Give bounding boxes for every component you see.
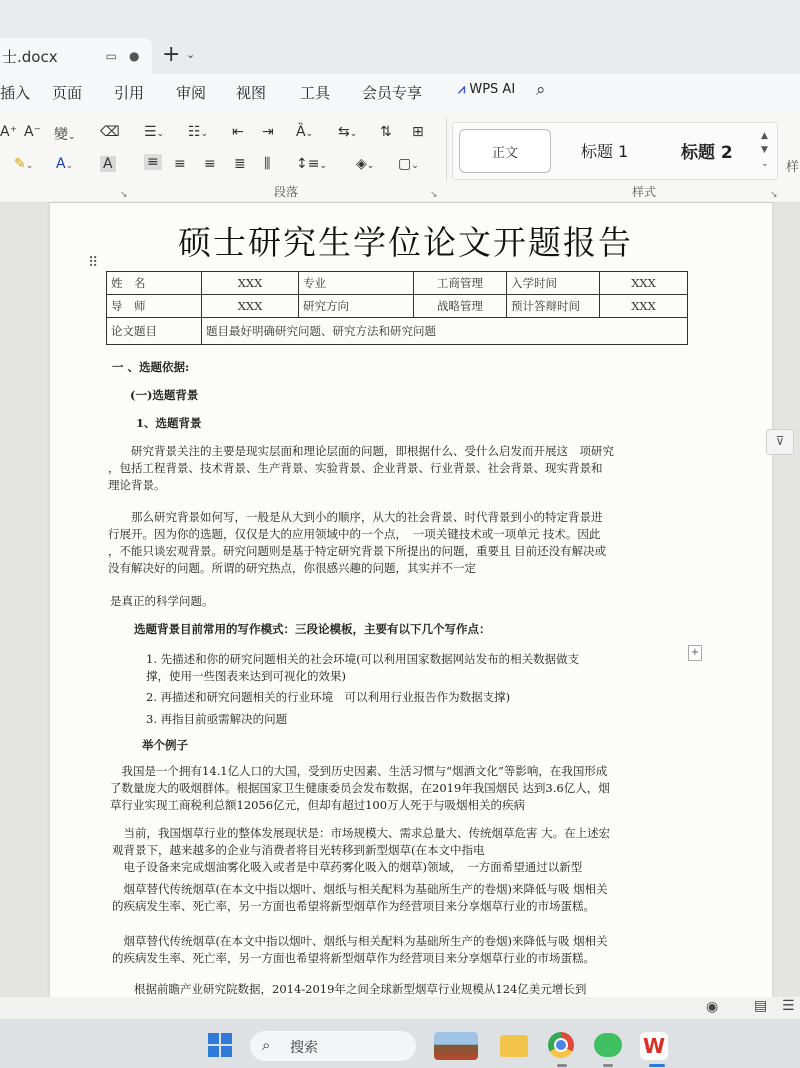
- page-view-icon[interactable]: ▤: [754, 998, 768, 1014]
- windows-start-icon[interactable]: [208, 1033, 232, 1057]
- paragraph-line: 当前，我国烟草行业的整体发展现状是：市场规模大、需求总量大、传统烟草危害 大。在上述宏: [112, 826, 611, 840]
- distribute-icon[interactable]: ⫼: [264, 156, 271, 172]
- align-center-icon[interactable]: ≡: [174, 156, 186, 172]
- paragraph-line: 的疾病发生率、死亡率，另一方面也希望将新型烟草作为经营项目来分享烟草行业的市场蛋糕。: [112, 951, 595, 965]
- running-indicator: [557, 1064, 567, 1067]
- wps-ai-icon: ⩘: [458, 82, 466, 97]
- example-paragraph-4: [112, 933, 608, 967]
- side-panel-toggle-icon[interactable]: ⊽: [766, 429, 794, 455]
- menu-member[interactable]: 会员专享: [362, 84, 423, 102]
- monitor-icon[interactable]: ▭: [105, 49, 117, 63]
- menu-wps-ai[interactable]: [458, 82, 515, 97]
- title-bar: [0, 0, 800, 74]
- heading-background-1: 1、选题背景: [136, 416, 202, 430]
- paragraph-2: [108, 509, 606, 577]
- table-cell[interactable]: 题目最好明确研究问题、研究方法和研究问题: [202, 318, 688, 345]
- font-size-down-icon[interactable]: A⁻: [24, 124, 41, 140]
- example-paragraph-2: [112, 825, 610, 876]
- justify-icon[interactable]: ≣: [234, 156, 246, 172]
- paragraph-line: 观背景下，越来越多的企业与消费者将目光转移到新型烟草(在本文中指电: [112, 843, 485, 857]
- table-cell[interactable]: 入学时间: [507, 272, 600, 295]
- table-cell[interactable]: XXX: [202, 295, 299, 318]
- table-cell[interactable]: 战略管理: [414, 295, 507, 318]
- heading-background: (一)选题背景: [130, 388, 199, 402]
- paragraph-1: [108, 443, 614, 494]
- taskbar-search-label: 搜索: [290, 1040, 318, 1056]
- new-tab-icon[interactable]: +: [162, 42, 181, 67]
- status-bar: [0, 997, 800, 1019]
- add-paragraph-icon[interactable]: +: [688, 645, 702, 661]
- shading-icon[interactable]: ◈⌄: [356, 156, 375, 172]
- wechat-icon[interactable]: [594, 1033, 622, 1057]
- document-tab[interactable]: [0, 38, 152, 74]
- chinese-layout-icon[interactable]: ⇆⌄: [338, 124, 358, 140]
- phonetic-guide-icon[interactable]: 變⌄: [54, 127, 76, 143]
- search-icon: ⌕: [262, 1036, 271, 1054]
- table-cell[interactable]: XXX: [600, 295, 688, 318]
- menu-page[interactable]: 页面: [52, 84, 83, 102]
- paragraph-line: 电子设备来完成烟油雾化吸入或者是中草药雾化吸入的烟草)领域， 一方面希望通过以新型: [112, 860, 583, 874]
- font-color-icon[interactable]: A⌄: [56, 156, 74, 172]
- sort-icon[interactable]: ⇅: [380, 124, 392, 140]
- list-item: 2. 再描述和研究问题相关的行业环境 可以利用行业报告作为数据支撑): [146, 690, 511, 704]
- table-row: [107, 295, 688, 318]
- running-indicator: [603, 1064, 613, 1067]
- example-paragraph-1: [110, 763, 610, 814]
- paragraph-line: ，包括工程背景、技术背景、生产背景、实验背景、企业背景、行业背景、社会背景、现实背景和: [108, 461, 603, 475]
- taskbar: [0, 1019, 800, 1068]
- paragraph-line: 没有解决好的问题。所谓的研究热点，你很感兴趣的问题，其实并不一定: [108, 561, 476, 575]
- table-cell[interactable]: XXX: [600, 272, 688, 295]
- active-indicator: [649, 1064, 665, 1067]
- eye-icon[interactable]: ◉: [706, 999, 719, 1015]
- style-group-launcher-icon[interactable]: ↘: [770, 190, 778, 200]
- menu-review[interactable]: 审阅: [176, 84, 207, 102]
- heading-basis: 一 、选题依据:: [112, 360, 190, 374]
- ribbon: [0, 110, 800, 203]
- table-cell[interactable]: 研究方向: [299, 295, 414, 318]
- document-page[interactable]: [50, 203, 772, 997]
- line-spacing-icon[interactable]: ↕≡⌄: [296, 156, 328, 172]
- ribbon-divider: [446, 118, 447, 182]
- style-gallery-scroll-icon[interactable]: ▲ ▼ ⌄: [761, 131, 769, 169]
- paragraph-line: 行展开。因为你的选题，仅仅是大的应用领域中的一个点， 一项关键技术或一项单元 技术。因此: [108, 527, 601, 541]
- list-line: 1. 先描述和你的研究问题相关的社会环境(可以利用国家数据网站发布的相关数据做支: [146, 652, 580, 666]
- table-cell[interactable]: 导 师: [107, 295, 202, 318]
- style-heading-1[interactable]: 标题 1: [581, 142, 629, 161]
- heading-example: 举个例子: [142, 738, 188, 752]
- menu-view[interactable]: 视图: [236, 84, 267, 102]
- menu-insert[interactable]: 插入: [0, 84, 31, 102]
- paragraph-line: 的疾病发生率、死亡率，另一方面也希望将新型烟草作为经营项目来分享烟草行业的市场蛋糕。: [112, 899, 595, 913]
- paragraph-group-launcher-icon[interactable]: ↘: [430, 190, 438, 200]
- list-line: 撑，使用一些图表来达到可视化的效果): [146, 669, 346, 683]
- table-cell[interactable]: 工商管理: [414, 272, 507, 295]
- table-row: [107, 272, 688, 295]
- landscape-widget-icon[interactable]: [434, 1032, 478, 1060]
- paragraph-line: 了数量庞大的吸烟群体。根据国家卫生健康委员会发布数据，在2019年我国烟民 达到3.6亿人，烟: [110, 781, 610, 795]
- unsaved-dot-icon[interactable]: ●: [128, 49, 140, 63]
- chrome-icon[interactable]: [548, 1032, 574, 1058]
- align-left-icon[interactable]: ≡: [144, 154, 162, 170]
- table-cell[interactable]: XXX: [202, 272, 299, 295]
- style-group-label: 样式: [632, 185, 657, 199]
- example-paragraph-5: 根据前瞻产业研究院数据，2014-2019年之间全球新型烟草行业规模从124亿美元增长到: [134, 982, 587, 996]
- clear-format-icon[interactable]: ⌫: [100, 124, 120, 140]
- document-tab-title: 士.docx: [2, 47, 58, 66]
- info-table[interactable]: [106, 271, 688, 345]
- chevron-down-icon[interactable]: ⌄: [186, 48, 196, 61]
- paragraph-line: 研究背景关注的主要是现实层面和理论层面的问题，即根据什么、受什么启发而开展这 项研究: [108, 444, 614, 458]
- style-more-label[interactable]: 样: [786, 160, 800, 175]
- decrease-indent-icon[interactable]: ⇤: [232, 124, 244, 140]
- paragraph-line: 我国是一个拥有14.1亿人口的大国，受到历史因素、生活习惯与“烟酒文化”等影响，在我国形成: [110, 764, 608, 778]
- example-paragraph-3: [112, 881, 608, 915]
- style-normal[interactable]: 正文: [459, 129, 551, 173]
- bullet-list-icon[interactable]: ☰⌄: [144, 124, 165, 140]
- menu-bar: [0, 74, 800, 110]
- font-size-up-icon[interactable]: A⁺: [0, 124, 17, 140]
- search-icon[interactable]: ⌕: [536, 80, 546, 100]
- heading-writing-mode: 选题背景目前常用的写作模式：三段论模板，主要有以下几个写作点：: [134, 622, 491, 636]
- table-drag-handle-icon[interactable]: ⠿: [88, 255, 97, 271]
- numbered-list-icon[interactable]: ☷⌄: [188, 124, 209, 140]
- wps-icon[interactable]: W: [640, 1032, 668, 1060]
- align-right-icon[interactable]: ≡: [204, 156, 216, 172]
- font-group-launcher-icon[interactable]: ↘: [120, 190, 128, 200]
- style-gallery: [452, 122, 778, 180]
- table-cell[interactable]: 论文题目: [107, 318, 202, 345]
- table-cell[interactable]: 预计答辩时间: [507, 295, 600, 318]
- menu-reference[interactable]: 引用: [114, 84, 145, 102]
- file-explorer-icon[interactable]: [500, 1035, 528, 1057]
- show-marks-icon[interactable]: ⊞: [412, 124, 424, 140]
- table-cell[interactable]: 专业: [299, 272, 414, 295]
- paragraph-science: 是真正的科学问题。: [110, 594, 214, 608]
- paragraph-line: 烟草替代传统烟草(在本文中指以烟叶、烟纸与相关配料为基础所生产的卷烟)来降低与吸 烟相关: [112, 882, 608, 896]
- highlight-icon[interactable]: ✎⌄: [14, 156, 34, 172]
- paragraph-line: 草行业实现工商税利总额12056亿元，但却有超过100万人死于与吸烟相关的疾病: [110, 798, 526, 812]
- table-row: [107, 318, 688, 345]
- taskbar-search[interactable]: [250, 1031, 416, 1061]
- outline-view-icon[interactable]: ☰: [782, 998, 795, 1014]
- paragraph-line: 理论背景。: [108, 478, 166, 492]
- document-area[interactable]: [0, 203, 800, 997]
- paragraph-group-label: 段落: [274, 185, 299, 199]
- wps-ai-label: WPS AI: [469, 82, 516, 97]
- char-shading-icon[interactable]: A: [100, 156, 116, 172]
- document-title: 硕士研究生学位论文开题报告: [178, 223, 633, 262]
- paragraph-line: ，不能只谈宏观背景。研究问题则是基于特定研究背景下所提出的问题，重要且 目前还没有解决或: [108, 544, 607, 558]
- increase-indent-icon[interactable]: ⇥: [262, 124, 274, 140]
- paragraph-line: 那么研究背景如何写，一般是从大到小的顺序，从大的社会背景、时代背景到小的特定背景进: [108, 510, 603, 524]
- text-direction-icon[interactable]: Ȁ⌄: [296, 124, 314, 140]
- list-item: [146, 651, 579, 685]
- table-cell[interactable]: 姓 名: [107, 272, 202, 295]
- paragraph-line: 烟草替代传统烟草(在本文中指以烟叶、烟纸与相关配料为基础所生产的卷烟)来降低与吸 烟相关: [112, 934, 608, 948]
- menu-tools[interactable]: 工具: [300, 84, 331, 102]
- style-heading-2[interactable]: 标题 2: [681, 143, 733, 163]
- border-icon[interactable]: ▢⌄: [398, 156, 419, 172]
- list-item: 3. 再指目前亟需解决的问题: [146, 712, 288, 726]
